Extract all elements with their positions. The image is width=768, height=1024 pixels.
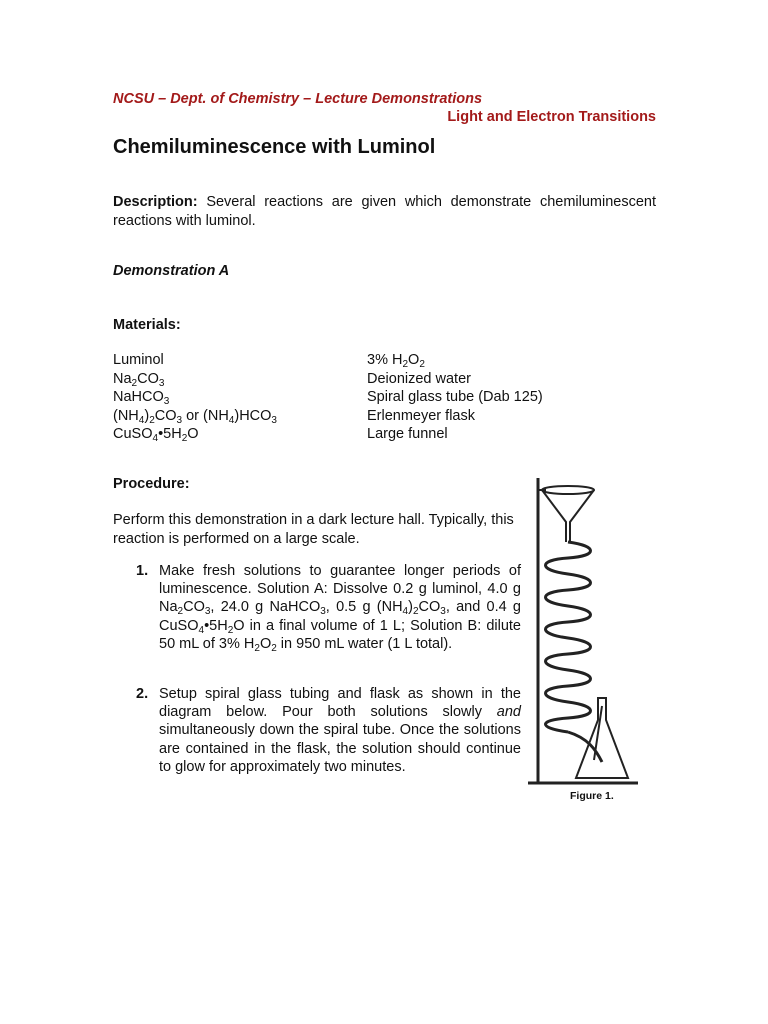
material-item: $(NH_4)_2CO_3$ or $(NH_4)HCO_3$ [113,407,277,426]
spiral-coils [546,542,591,732]
funnel-body [542,490,594,542]
header-topic: Light and Electron Transitions [447,109,656,125]
header-course-title: NCSU – Dept. of Chemistry – Lecture Demonstrations [113,91,483,107]
description-label: Description: [113,194,198,210]
material-item: Large funnel [367,426,448,442]
material-item: Erlenmeyer flask [367,407,475,424]
description-text: Several reactions are given which demonstrate chemiluminescent reactions with luminol. [113,194,656,229]
step-text: Setup spiral glass tubing and flask as shown in the diagram below. Pour both solutions slowly and simultaneously down the spiral tube. Once the solutions are contained in the flask, the solution should continue to glow for approximately two minutes. [159,686,521,775]
material-item: NaHCO$_3$ [113,389,170,407]
material-item: $Na_2CO_3$ [113,370,165,389]
step-number: 2. [136,686,149,702]
procedure-intro: Perform this demonstration in a dark lecture hall. Typically, this reaction is performed on a large scale. [113,512,514,547]
demonstration-heading: Demonstration A [113,263,230,279]
material-item: $CuSO_4•5H_2O$ [113,426,199,444]
materials-list-right [367,351,543,444]
material-item: 3% $H_2O_2$ [367,352,425,370]
spiral-tube-apparatus-icon [528,470,648,810]
material-item: Spiral glass tube (Dab 125) [367,389,543,405]
material-item: Deionized water [367,370,471,387]
materials-list-left [113,351,277,444]
materials-heading: Materials: [113,317,181,333]
step-number: 1. [136,563,149,579]
procedure-heading: Procedure: [113,476,190,492]
description-paragraph [113,193,656,231]
step-text: Make fresh solutions to guarantee longer periods of luminescence. Solution A: Dissolve 0.2 g luminol, 4.0 g $Na_2CO_3$, 24.0 g NaHCO$_3$, 0.5 g $(NH_4)_2CO_3$, and 0.4 g $CuSO_4•5H_2O$ in a final volume of 1 L; Solution B: dilute 50 mL of 3% $H_2O_2$ in 950 mL water (1 L total). [159,563,521,654]
funnel-rim [542,486,594,494]
material-item: Luminol [113,352,164,368]
figure-caption: Figure 1. [570,790,614,802]
page-title: Chemiluminescence with Luminol [113,136,436,158]
